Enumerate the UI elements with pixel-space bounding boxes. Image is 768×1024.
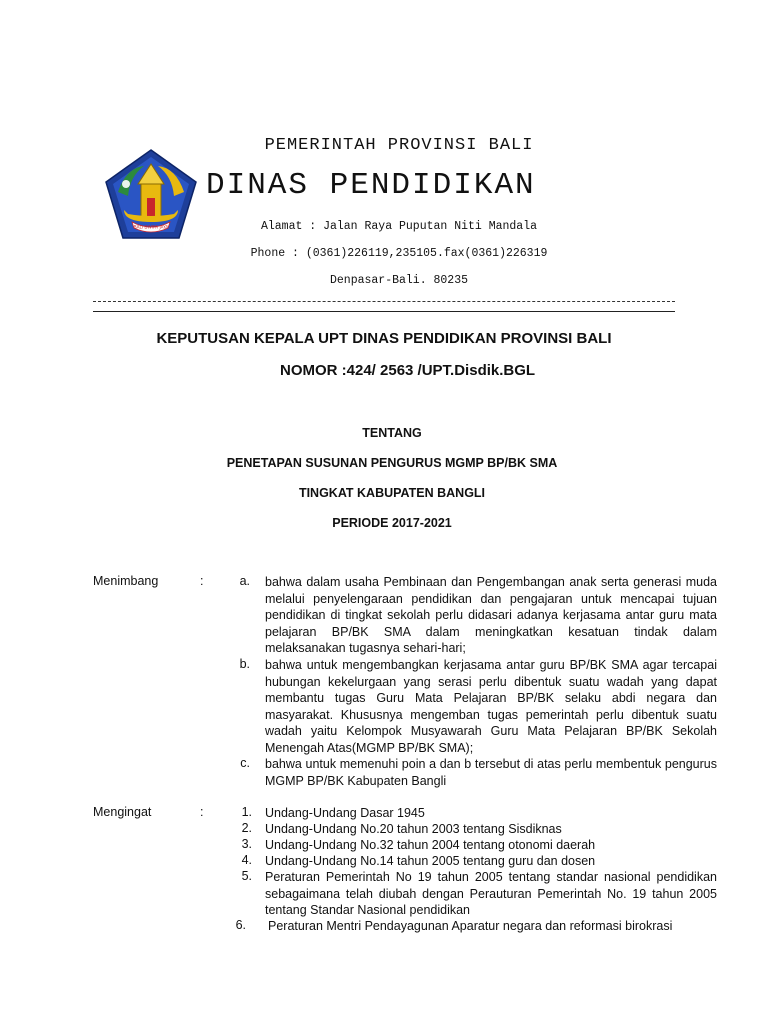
decree-title: KEPUTUSAN KEPALA UPT DINAS PENDIDIKAN PROVINSI BALI: [156, 330, 612, 347]
decree-period: PERIODE 2017-2021: [332, 516, 452, 530]
menimbang-colon: :: [200, 574, 204, 588]
agency-heading: DINAS PENDIDIKAN: [206, 168, 536, 203]
mengingat-mark-6: 6.: [235, 918, 246, 932]
mengingat-mark-2: 2.: [241, 821, 252, 835]
menimbang-item-c: bahwa untuk memenuhi poin a dan b tersebut di atas perlu membentuk pengurus MGMP BP/BK Kabupaten Bangli: [265, 757, 717, 788]
mengingat-mark-3: 3.: [241, 837, 252, 851]
mengingat-item-6: Peraturan Mentri Pendayagunan Aparatur negara dan reformasi birokrasi: [268, 919, 673, 933]
mengingat-mark-4: 4.: [241, 853, 252, 867]
mengingat-item-3: Undang-Undang No.32 tahun 2004 tentang otonomi daerah: [265, 838, 596, 852]
mengingat-colon: :: [200, 805, 204, 819]
address-line: Alamat : Jalan Raya Puputan Niti Mandala: [260, 220, 538, 233]
decree-subject: PENETAPAN SUSUNAN PENGURUS MGMP BP/BK SMA: [226, 456, 558, 470]
logo-ribbon-text: BALI DWIPA JAYA: [133, 224, 169, 230]
mengingat-mark-5: 5.: [241, 869, 252, 883]
mengingat-item-2: Undang-Undang No.20 tahun 2003 tentang Sisdiknas: [265, 822, 562, 836]
phone-line: Phone : (0361)226119,235105.fax(0361)226319: [250, 247, 548, 260]
dashed-divider: [93, 301, 675, 302]
mengingat-label: Mengingat: [93, 805, 152, 819]
menimbang-mark-a: a.: [239, 574, 250, 588]
menimbang-item-b: bahwa untuk mengembangkan kerjasama antar guru BP/BK SMA agar tercapai hubungan kekelurgaan yang serasi perlu dibentuk suatu wadah yang dapat membantu tugas Guru Mata Pelajaran BP/BK selaku abdi negara dan masyarakat. Khususnya mengemban tugas pemerintah perlu dibentuk suatu wadah yaitu Kelompok Musyawarah Guru Mata Pelajaran BP/BK Sekolah Menengah Atas(MGMP BP/BK SMA);: [265, 658, 717, 755]
mengingat-mark-1: 1.: [241, 805, 252, 819]
menimbang-label: Menimbang: [93, 574, 159, 588]
mengingat-item-1: Undang-Undang Dasar 1945: [265, 806, 425, 820]
menimbang-mark-c: c.: [240, 756, 250, 770]
mengingat-item-4: Undang-Undang No.14 tahun 2005 tentang guru dan dosen: [265, 854, 596, 868]
decree-about: TENTANG: [362, 426, 422, 440]
menimbang-mark-b: b.: [239, 657, 250, 671]
menimbang-item-a: bahwa dalam usaha Pembinaan dan Pengembangan anak serta generasi muda melalui penyelengaraan pendidikan dan pengajaran untuk mencapai tujuan pendidikan di tingkat sekolah perlu didasari adanya kerjasama antar guru mata pelajaran BP/BK SMA dalam meningkatkan kesatuan tindak dalam melaksanakan tugasnya sehari-hari;: [265, 575, 717, 656]
government-heading: PEMERINTAH PROVINSI BALI: [264, 136, 534, 155]
city-line: Denpasar-Bali. 80235: [329, 274, 469, 287]
solid-divider: [93, 311, 675, 312]
mengingat-item-5: Peraturan Pemerintah No 19 tahun 2005 tentang standar nasional pendidikan sebagaimana telah diubah dengan Perauturan Pemerintah No. 19 tahun 2005 tentang Standar Nasional pendidikan: [265, 870, 717, 918]
decree-number: NOMOR :424/ 2563 /UPT.Disdik.BGL: [280, 362, 536, 379]
decree-level: TINGKAT KABUPATEN BANGLI: [298, 486, 486, 500]
